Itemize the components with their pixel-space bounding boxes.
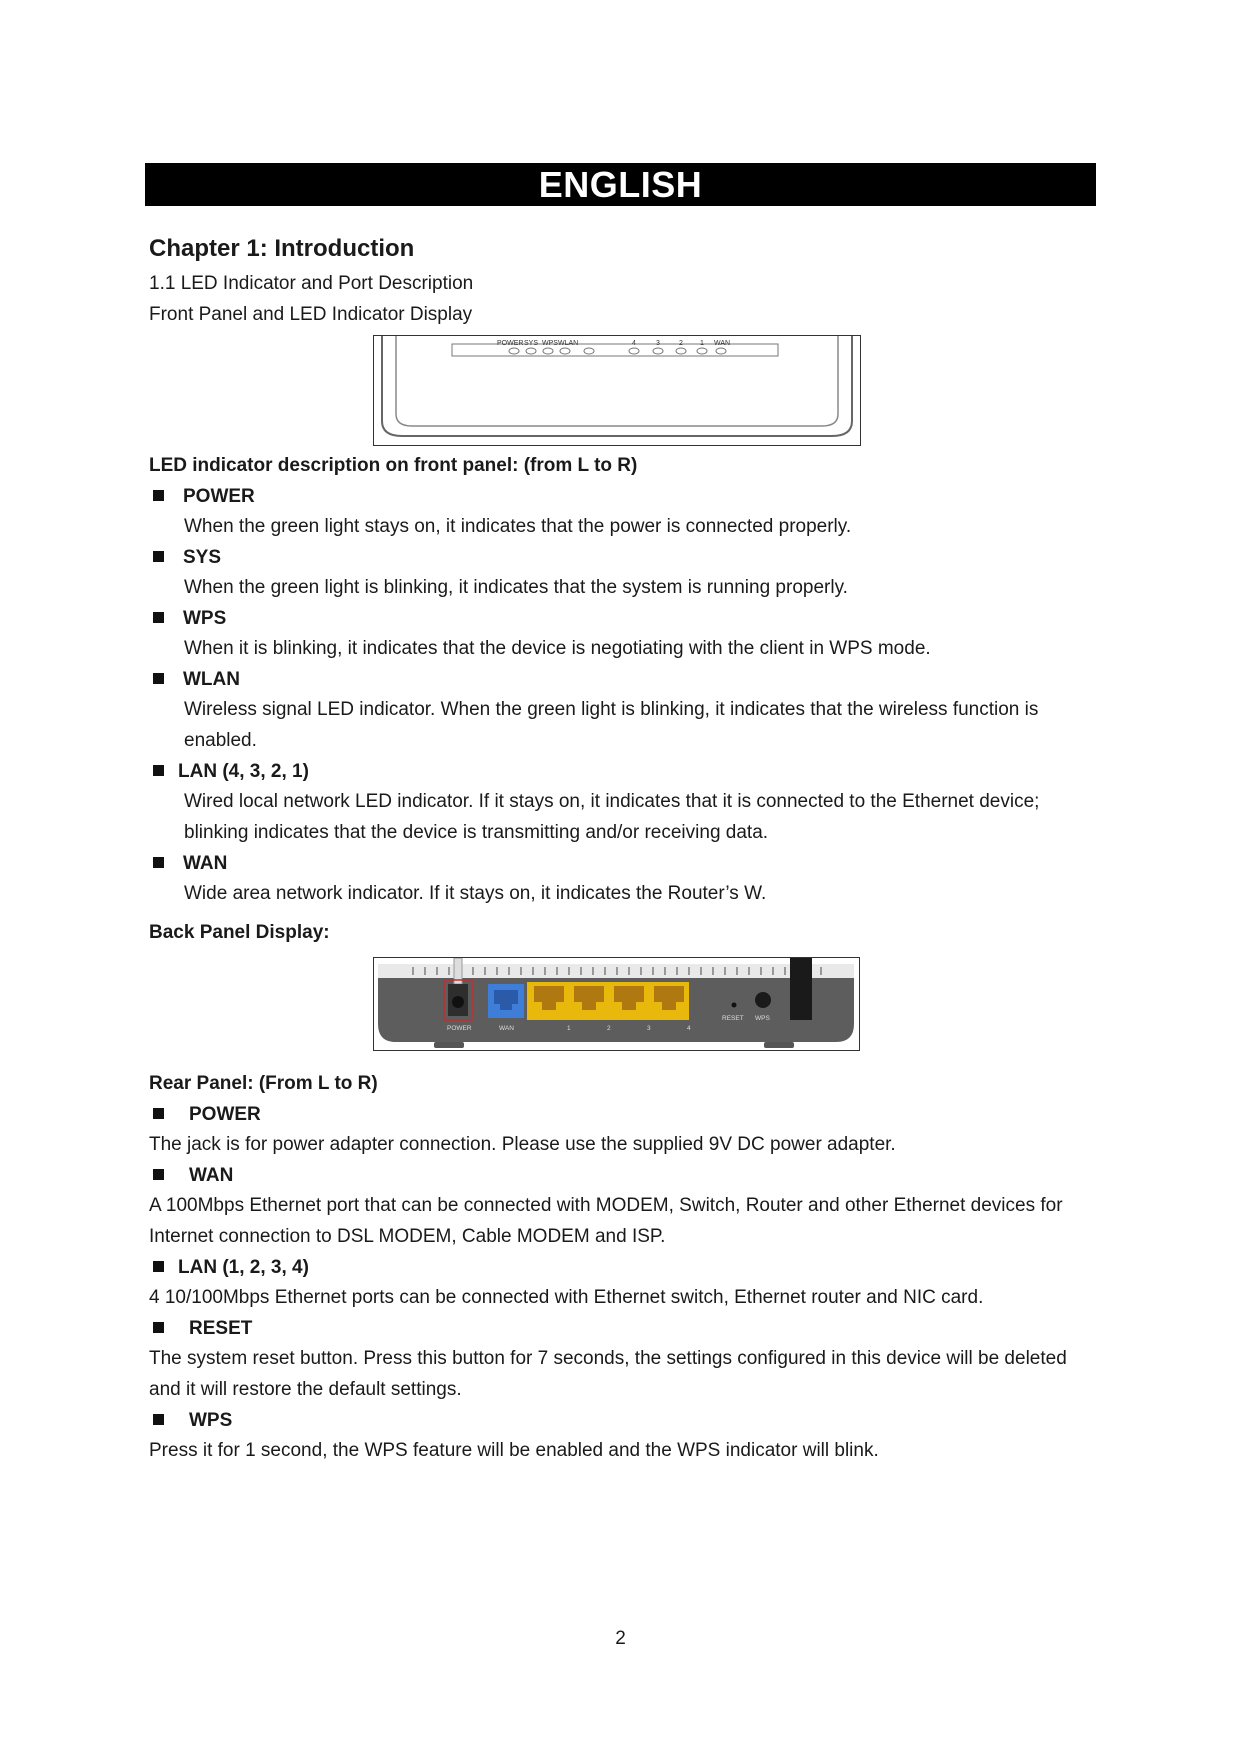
led-label-wps: WPS bbox=[542, 340, 558, 347]
led-label-wan: WAN bbox=[714, 340, 731, 347]
back-label-lan3: 3 bbox=[647, 1025, 651, 1032]
led-item-lan: LAN (4, 3, 2, 1) bbox=[153, 761, 309, 783]
led-label-wlan: WLAN bbox=[558, 340, 579, 347]
led-extra bbox=[584, 348, 594, 354]
bullet-icon bbox=[153, 1322, 164, 1333]
rear-item-wps: WPS bbox=[153, 1410, 232, 1432]
led-label-sys: SYS bbox=[524, 340, 539, 347]
led-item-wlan-desc: Wireless signal LED indicator. When the green light is blinking, it indicates that the wireless function is enabled. bbox=[184, 699, 1039, 751]
led-item-power-desc: When the green light stays on, it indicates that the power is connected properly. bbox=[184, 516, 852, 537]
back-label-power: POWER bbox=[447, 1025, 472, 1032]
led-label-lan1: 1 bbox=[700, 340, 704, 347]
chapter-title: Chapter 1: Introduction bbox=[149, 235, 415, 262]
led-wlan bbox=[560, 348, 570, 354]
led-power bbox=[509, 348, 519, 354]
rear-item-wan: WAN bbox=[153, 1165, 233, 1187]
back-label-wan: WAN bbox=[499, 1025, 514, 1032]
led-item-wan: WAN bbox=[153, 853, 227, 875]
bullet-icon bbox=[153, 1261, 164, 1272]
front-panel-figure bbox=[373, 335, 861, 446]
rear-item-wan-desc: A 100Mbps Ethernet port that can be connected with MODEM, Switch, Router and other Ethernet devices for Internet connection to DSL MODEM, Cable MODEM and ISP. bbox=[149, 1195, 1063, 1247]
led-lan4 bbox=[629, 348, 639, 354]
bullet-icon bbox=[153, 765, 164, 776]
rear-item-lan: LAN (1, 2, 3, 4) bbox=[153, 1257, 309, 1279]
back-panel-drawing bbox=[374, 958, 859, 1050]
rear-item-reset: RESET bbox=[153, 1318, 252, 1340]
led-item-lan-desc: Wired local network LED indicator. If it stays on, it indicates that it is connected to the Ethernet device; blinking indicates that the device is transmitting and/or receiving data. bbox=[184, 791, 1040, 843]
led-item-power: POWER bbox=[153, 486, 255, 508]
section-title: 1.1 LED Indicator and Port Description bbox=[149, 273, 474, 294]
foot-right bbox=[764, 1042, 794, 1048]
rear-item-power-desc: The jack is for power adapter connection. Please use the supplied 9V DC power adapter. bbox=[149, 1134, 896, 1155]
back-panel-heading: Back Panel Display: bbox=[149, 922, 330, 943]
led-label-lan2: 2 bbox=[679, 340, 683, 347]
led-lan3 bbox=[653, 348, 663, 354]
bullet-icon bbox=[153, 490, 164, 501]
led-lan2 bbox=[676, 348, 686, 354]
back-label-wps: WPS bbox=[755, 1015, 770, 1022]
led-label-power: POWER bbox=[497, 340, 524, 347]
led-item-sys-desc: When the green light is blinking, it indicates that the system is running properly. bbox=[184, 577, 848, 598]
led-section-heading: LED indicator description on front panel: (from L to R) bbox=[149, 455, 638, 476]
led-lan1 bbox=[697, 348, 707, 354]
bullet-icon bbox=[153, 1108, 164, 1119]
bullet-icon bbox=[153, 673, 164, 684]
back-label-lan2: 2 bbox=[607, 1025, 611, 1032]
bullet-icon bbox=[153, 1169, 164, 1180]
led-wan bbox=[716, 348, 726, 354]
antenna bbox=[790, 958, 812, 1020]
bullet-icon bbox=[153, 612, 164, 623]
front-panel-drawing bbox=[374, 336, 860, 445]
led-sys bbox=[526, 348, 536, 354]
back-label-reset: RESET bbox=[722, 1015, 744, 1022]
rear-item-lan-desc: 4 10/100Mbps Ethernet ports can be connected with Ethernet switch, Ethernet router and NIC card. bbox=[149, 1287, 984, 1308]
bullet-icon bbox=[153, 551, 164, 562]
led-item-sys: SYS bbox=[153, 547, 221, 569]
rear-item-reset-desc: The system reset button. Press this button for 7 seconds, the settings configured in this device will be deleted and it will restore the default settings. bbox=[149, 1348, 1067, 1400]
led-label-lan3: 3 bbox=[656, 340, 660, 347]
wps-button bbox=[755, 992, 771, 1008]
back-label-lan1: 1 bbox=[567, 1025, 571, 1032]
rear-item-power: POWER bbox=[153, 1104, 261, 1126]
led-item-wlan: WLAN bbox=[153, 669, 240, 691]
back-panel-figure bbox=[373, 957, 860, 1051]
rear-section-heading: Rear Panel: (From L to R) bbox=[149, 1073, 378, 1094]
reset-button bbox=[732, 1003, 737, 1008]
led-label-lan4: 4 bbox=[632, 340, 636, 347]
led-item-wps-desc: When it is blinking, it indicates that the device is negotiating with the client in WPS mode. bbox=[184, 638, 931, 659]
page-number: 2 bbox=[615, 1628, 626, 1649]
led-item-wan-desc: Wide area network indicator. If it stays on, it indicates the Router’s W. bbox=[184, 883, 767, 904]
rear-item-wps-desc: Press it for 1 second, the WPS feature will be enabled and the WPS indicator will blink. bbox=[149, 1440, 879, 1461]
bullet-icon bbox=[153, 1414, 164, 1425]
back-label-lan4: 4 bbox=[687, 1025, 691, 1032]
bullet-icon bbox=[153, 857, 164, 868]
foot-left bbox=[434, 1042, 464, 1048]
led-item-wps: WPS bbox=[153, 608, 226, 630]
led-wps bbox=[543, 348, 553, 354]
front-panel-subtitle: Front Panel and LED Indicator Display bbox=[149, 304, 473, 325]
language-header: ENGLISH bbox=[145, 163, 1096, 206]
